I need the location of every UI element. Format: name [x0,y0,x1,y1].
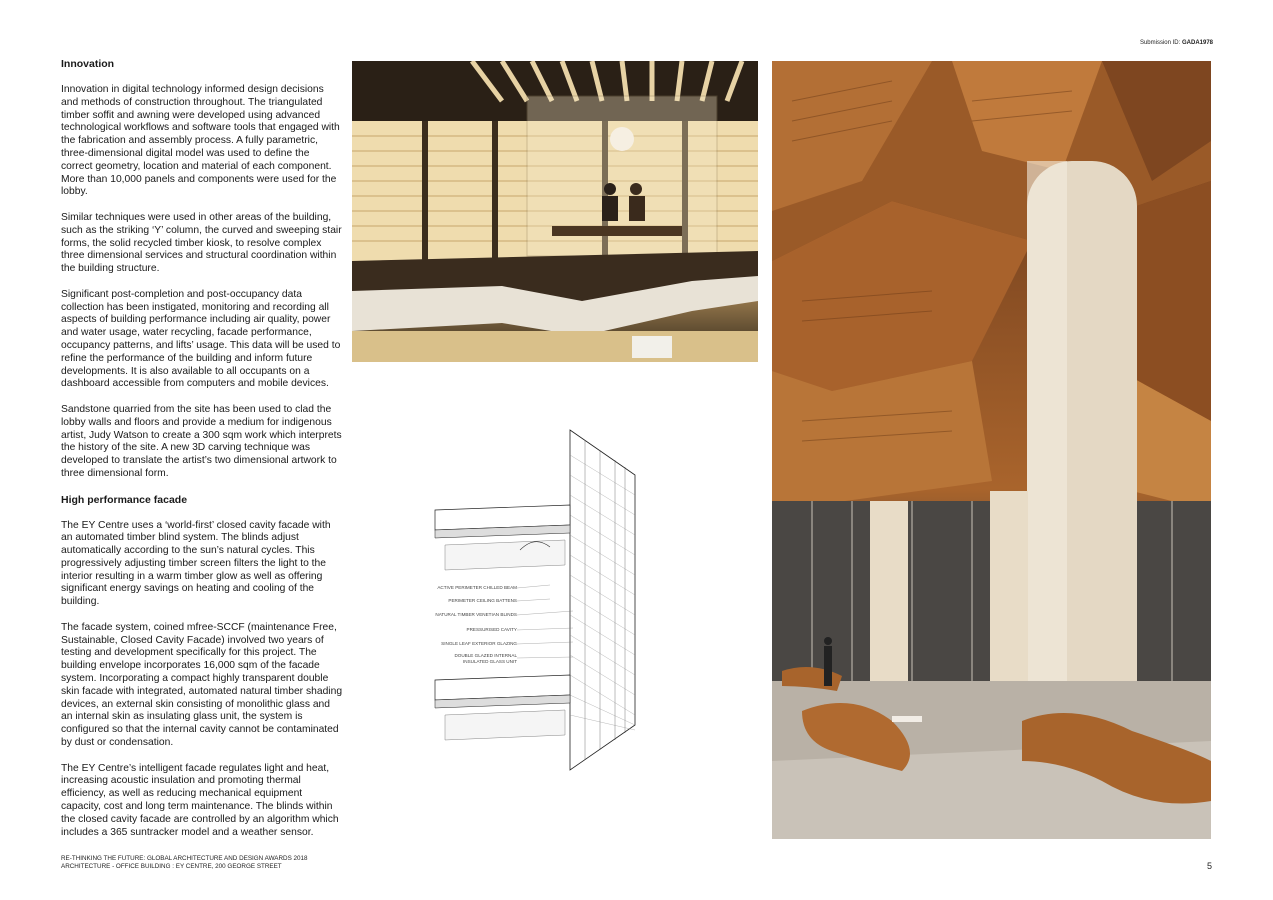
paragraph: Innovation in digital technology informed design decisions and methods of construction throughout. The triangulated timber soffit and awning were developed using advanced technological workflows and software tools that engaged with the fabrication and assembly process. A fully parametric, three-dimensional digital model was used to define the correct geometry, location and material of each component. More than 10,000 panels and components were used for the lobby. [61,84,340,198]
diagram-label: PERIMETER CEILING BATTENS [448,598,517,603]
submission-id [1140,40,1213,46]
footer-line-1: RE-THINKING THE FUTURE: GLOBAL ARCHITECTURE AND DESIGN AWARDS 2018 [61,855,308,862]
heading-facade: High performance facade [61,493,188,506]
lobby-photo [772,61,1211,839]
diagram-label: SINGLE LEAF EXTERIOR GLAZING [441,641,517,646]
paragraph: The EY Centre uses a ‘world-first’ closed cavity facade with an automated timber blind system. The blinds adjust automatically according to the sun’s natural cycles. This progressively adjusting timber screen filters the light to the interior resulting in a warm timber glow as well as offering significant energy savings on heating and cooling of the building. [61,519,331,608]
paragraph: Sandstone quarried from the site has been used to clad the lobby walls and floors and provide a medium for indigenous artist, Judy Watson to create a 300 sqm work which interprets the history of the site. A new 3D carving technique was developed to translate the artist’s two dimensional artwork to three dimensional form. [61,403,342,479]
footer-line-2: ARCHITECTURE - OFFICE BUILDING : EY CENTRE, 200 GEORGE STREET [61,862,282,870]
facade-diagram-svg [425,425,650,775]
submission-label: Submission ID: [1139,40,1181,46]
diagram-label: INSULATED GLASS UNIT [462,659,517,664]
footer [61,855,308,870]
diagram-label: ACTIVE PERIMETER CHILLED BEAM [437,585,517,590]
paragraph: Similar techniques were used in other areas of the building, such as the striking ‘Y’ column, the curved and sweeping stair forms, the solid recycled timber kiosk, to resolve complex three dimensional services and structural coordination within the building structure. [61,211,342,275]
diagram-label: DOUBLE GLAZED INTERNAL [454,653,517,658]
diagram-label: NATURAL TIMBER VENETIAN BLINDS [435,612,517,617]
diagram-label: PRESSURISED CAVITY [466,627,517,632]
heading-innovation: Innovation [61,58,115,70]
office-interior-photo [352,61,758,362]
lobby-photo-illustration [772,61,1211,839]
facade-section-diagram [425,425,650,775]
submission-number: GADA1978 [1181,40,1213,46]
paragraph: The EY Centre’s intelligent facade regulates light and heat, increasing acoustic insulation and promoting thermal efficiency, as well as reducing mechanical equipment capacity, cost and long term maintenance. The blinds within the closed cavity facade are controlled by an algorithm which includes a 365 suntracker model and a weather sensor. [61,762,339,838]
page-number: 5 [1206,861,1212,871]
office-photo-illustration [352,61,758,362]
paragraph: The facade system, coined mfree-SCCF (maintenance Free, Sustainable, Closed Cavity Facade) involved two years of testing and development specifically for this project. The building envelope incorporates 16,000 sqm of the facade system. Incorporating a compact highly transparent double skin facade with integrated, automated natural timber shading devices, an external skin consisting of monolithic glass and an internal skin as insulating glass unit, the system is configured so that the internal cavity cannot be contaminated by dust or condensation. [61,621,343,749]
paragraph: Significant post-completion and post-occupancy data collection has been instigated, monitoring and recording all aspects of building performance including air quality, power and water usage, water recycling, facade performance, occupancy patterns, and lifts’ usage. This data will be used to refine the performance of the building and inform future developments. It is also available to all occupants on a dashboard accessible from computers and mobile devices. [61,288,341,390]
body-text-column [61,58,343,852]
